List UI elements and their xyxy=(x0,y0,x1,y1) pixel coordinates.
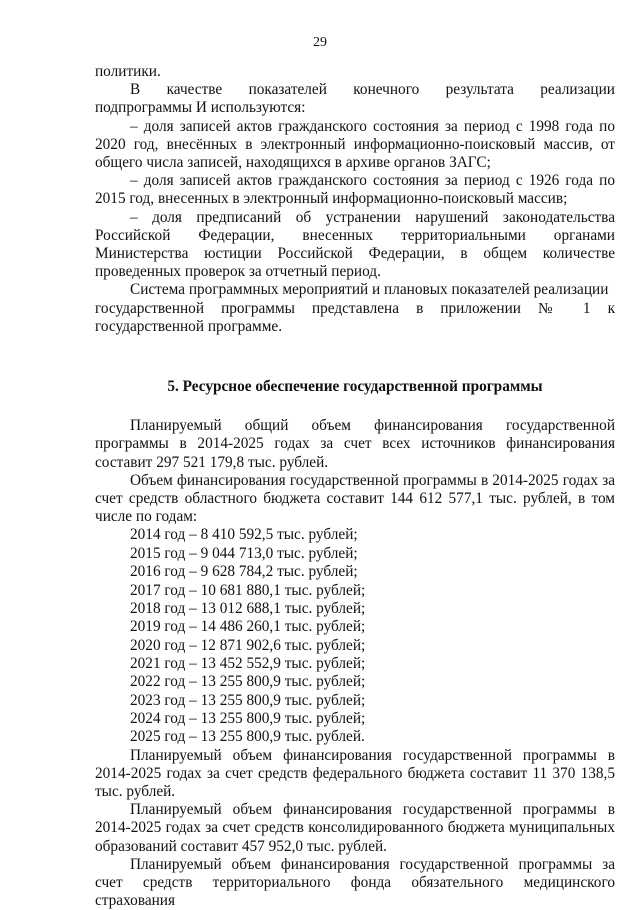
indicator-item-1: – доля записей актов гражданского состояния за период с 1998 года по 2020 год, внесённых в электронный информационно-поисковый массив, от общего числа записей, находящихся в архиве органов ЗАГС; xyxy=(95,117,615,172)
section-heading: 5. Ресурсное обеспечение государственной программы xyxy=(167,378,543,396)
year-funding-item: 2014 год – 8 410 592,5 тыс. рублей; xyxy=(130,526,358,544)
year-funding-item: 2018 год – 13 012 688,1 тыс. рублей; xyxy=(130,599,366,617)
year-funding-item: 2021 год – 13 452 552,9 тыс. рублей; xyxy=(130,654,366,672)
indicator-item-2: – доля записей актов гражданского состояния за период с 1926 года по 2015 год, внесенных в электронный информационно-поисковый массив; xyxy=(95,172,615,208)
funding-by-year-list xyxy=(95,526,615,746)
paragraph-total-funding: Планируемый общий объем финансирования государственной программы в 2014-2025 годах за счет всех источников финансирования составит 297 521 179,8 тыс. рублей. xyxy=(95,417,615,471)
year-funding-item: 2022 год – 13 255 800,9 тыс. рублей; xyxy=(130,673,366,691)
year-funding-item: 2017 год – 10 681 880,1 тыс. рублей; xyxy=(130,581,366,599)
intro-line-1: политики. xyxy=(95,63,161,80)
paragraph-federal-funding: Планируемый объем финансирования государственной программы в 2014-2025 годах за счет средств федерального бюджета составит 11 370 138,5 тыс. рублей. xyxy=(95,746,615,800)
intro-line-3: подпрограммы И используются: xyxy=(95,99,306,117)
system-line-2: государственной программы представлена в приложении № 1 к xyxy=(95,299,615,317)
indicator-item-3: – доля предписаний об устранении нарушений законодательства Российской Федерации, внесенных территориальными органами Министерства юстиции Российской Федерации, в общем количестве проведенных проверок за отчетный период. xyxy=(95,208,615,281)
document-body xyxy=(95,63,615,910)
year-funding-item: 2020 год – 12 871 902,6 тыс. рублей; xyxy=(130,636,366,654)
year-funding-item: 2016 год – 9 628 784,2 тыс. рублей; xyxy=(130,563,358,581)
paragraph-regional-funding: Объем финансирования государственной программы в 2014-2025 годах за счет средств областного бюджета составит 144 612 577,1 тыс. рублей, в том числе по годам: xyxy=(95,471,615,526)
year-funding-item: 2015 год – 9 044 713,0 тыс. рублей; xyxy=(130,544,358,562)
system-line-3: государственной программе. xyxy=(95,317,283,335)
paragraph-medical-insurance-funding: Планируемый объем финансирования государственной программы за счет средств территориального фонда обязательного медицинского страхования xyxy=(95,855,615,910)
intro-line-2: В качестве показателей конечного результата реализации xyxy=(130,81,615,99)
page-number: 29 xyxy=(313,35,327,50)
year-funding-item: 2023 год – 13 255 800,9 тыс. рублей; xyxy=(130,691,366,709)
year-funding-item: 2019 год – 14 486 260,1 тыс. рублей; xyxy=(130,618,366,636)
system-line-1: Система программных мероприятий и плановых показателей реализации xyxy=(130,281,609,299)
paragraph-municipal-funding: Планируемый объем финансирования государственной программы в 2014-2025 годах за счет средств консолидированного бюджета муниципальных образований составит 457 952,0 тыс. рублей. xyxy=(95,801,615,855)
year-funding-item: 2024 год – 13 255 800,9 тыс. рублей; xyxy=(130,709,366,727)
year-funding-item: 2025 год – 13 255 800,9 тыс. рублей. xyxy=(130,728,365,746)
